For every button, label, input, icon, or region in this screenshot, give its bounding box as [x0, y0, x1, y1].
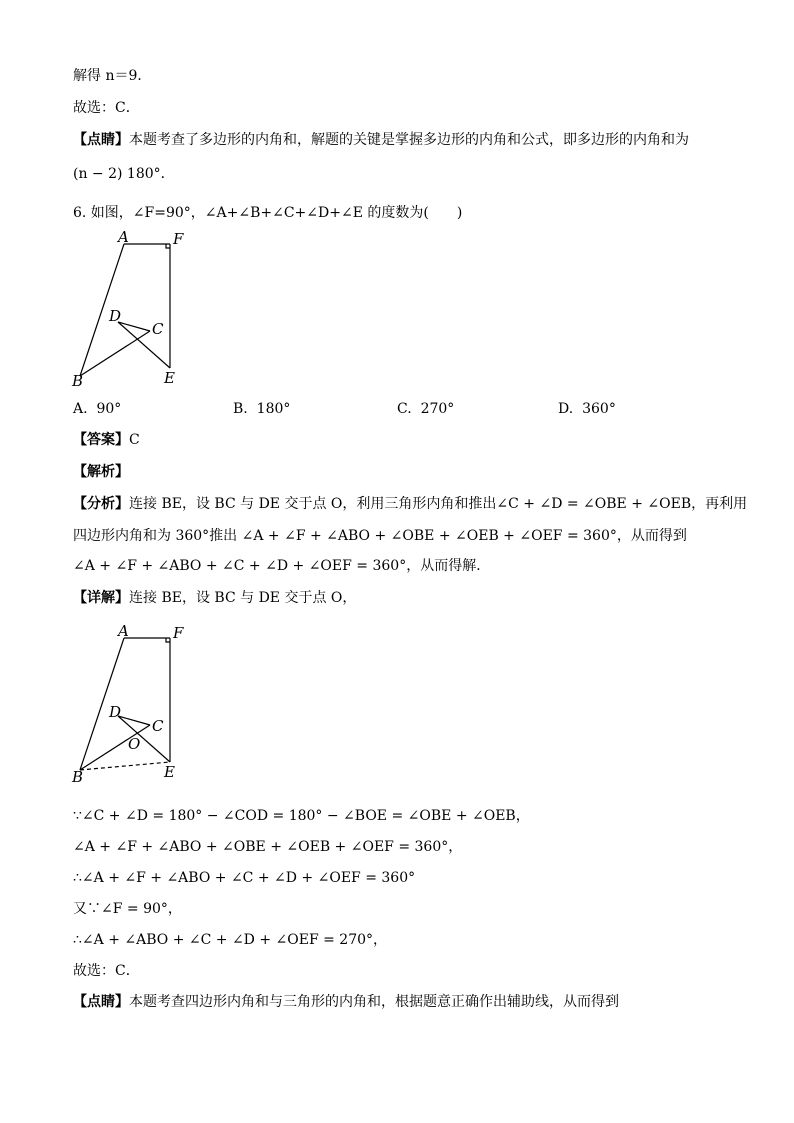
answer-value: C — [129, 432, 140, 448]
solution-step-1: ∵∠C + ∠D = 180° − ∠COD = 180° − ∠BOE = ∠OBE + ∠OEB， — [73, 808, 530, 824]
analysis-tag: 【解析】 — [73, 464, 129, 480]
remark-text: 本题考查四边形内角和与三角形的内角和，根据题意正确作出辅助线，从而得到 — [129, 994, 619, 1010]
question-text: 6. 如图，∠F=90°，∠A+∠B+∠C+∠D+∠E 的度数为( ) — [73, 205, 463, 221]
answer-line — [73, 431, 140, 449]
segment-bc — [80, 331, 150, 376]
label-c: C — [152, 717, 164, 735]
label-d: D — [109, 307, 122, 325]
solution-line: 解得 n＝9． — [73, 68, 152, 84]
remark-line — [73, 131, 689, 149]
right-angle-mark — [166, 244, 170, 248]
label-e: E — [164, 369, 175, 387]
segment-be-dashed — [80, 762, 170, 770]
xiangjie-text: 连接 BE，设 BC 与 DE 交于点 O， — [129, 590, 357, 606]
solution-step-3: ∴∠A + ∠F + ∠ABO + ∠C + ∠D + ∠OEF = 360° — [73, 870, 416, 886]
option-value: 180° — [256, 401, 291, 417]
fenxi-line-2: 四边形内角和为 360°推出 ∠A + ∠F + ∠ABO + ∠OBE + ∠OEB + ∠OEF = 360°，从而得到 — [73, 528, 687, 544]
fenxi-line-3: ∠A + ∠F + ∠ABO + ∠C + ∠D + ∠OEF = 360°，从而得解． — [73, 558, 491, 574]
option-value: 360° — [582, 401, 616, 417]
option-letter: D. — [558, 401, 574, 417]
label-a: A — [118, 622, 129, 640]
solution-step-5: ∴∠A + ∠ABO + ∠C + ∠D + ∠OEF = 270°， — [73, 932, 388, 948]
label-e: E — [164, 763, 175, 781]
figure-1 — [66, 226, 196, 392]
solution-step-4: 又∵∠F = 90°， — [73, 901, 182, 917]
option-letter: C. — [397, 401, 412, 417]
label-f: F — [173, 624, 184, 642]
formula-line: (n − 2) 180°． — [73, 166, 175, 182]
option-a — [73, 400, 121, 418]
xiangjie-tag: 【详解】 — [73, 590, 129, 606]
option-b — [233, 400, 290, 418]
remark-line-2 — [73, 993, 619, 1011]
option-letter: B. — [233, 401, 248, 417]
label-a: A — [118, 228, 129, 246]
label-f: F — [173, 230, 184, 248]
fenxi-tag: 【分析】 — [73, 496, 129, 512]
remark-tag: 【点睛】 — [73, 994, 129, 1010]
label-b: B — [72, 768, 84, 786]
option-c — [397, 400, 454, 418]
label-d: D — [109, 703, 122, 721]
fenxi-text: 连接 BE，设 BC 与 DE 交于点 O，利用三角形内角和推出∠C + ∠D = ∠OBE + ∠OEB，再利用 — [129, 496, 748, 512]
label-b: B — [72, 372, 84, 390]
fenxi-line-1 — [73, 495, 747, 513]
option-value: 270° — [420, 401, 455, 417]
answer-tag: 【答案】 — [73, 432, 129, 448]
label-c: C — [152, 320, 164, 338]
option-letter: A. — [73, 401, 88, 417]
option-value: 90° — [96, 401, 122, 417]
xiangjie-line — [73, 589, 356, 607]
choice-line: 故选：C． — [73, 100, 140, 116]
remark-tag: 【点睛】 — [73, 132, 129, 148]
option-d — [558, 400, 616, 418]
solution-step-6: 故选：C． — [73, 963, 140, 979]
solution-step-2: ∠A + ∠F + ∠ABO + ∠OBE + ∠OEB + ∠OEF = 360°， — [73, 839, 463, 855]
label-o: O — [128, 735, 141, 753]
remark-text: 本题考查了多边形的内角和，解题的关键是掌握多边形的内角和公式，即多边形的内角和为 — [129, 132, 689, 148]
figure-2 — [66, 620, 196, 786]
